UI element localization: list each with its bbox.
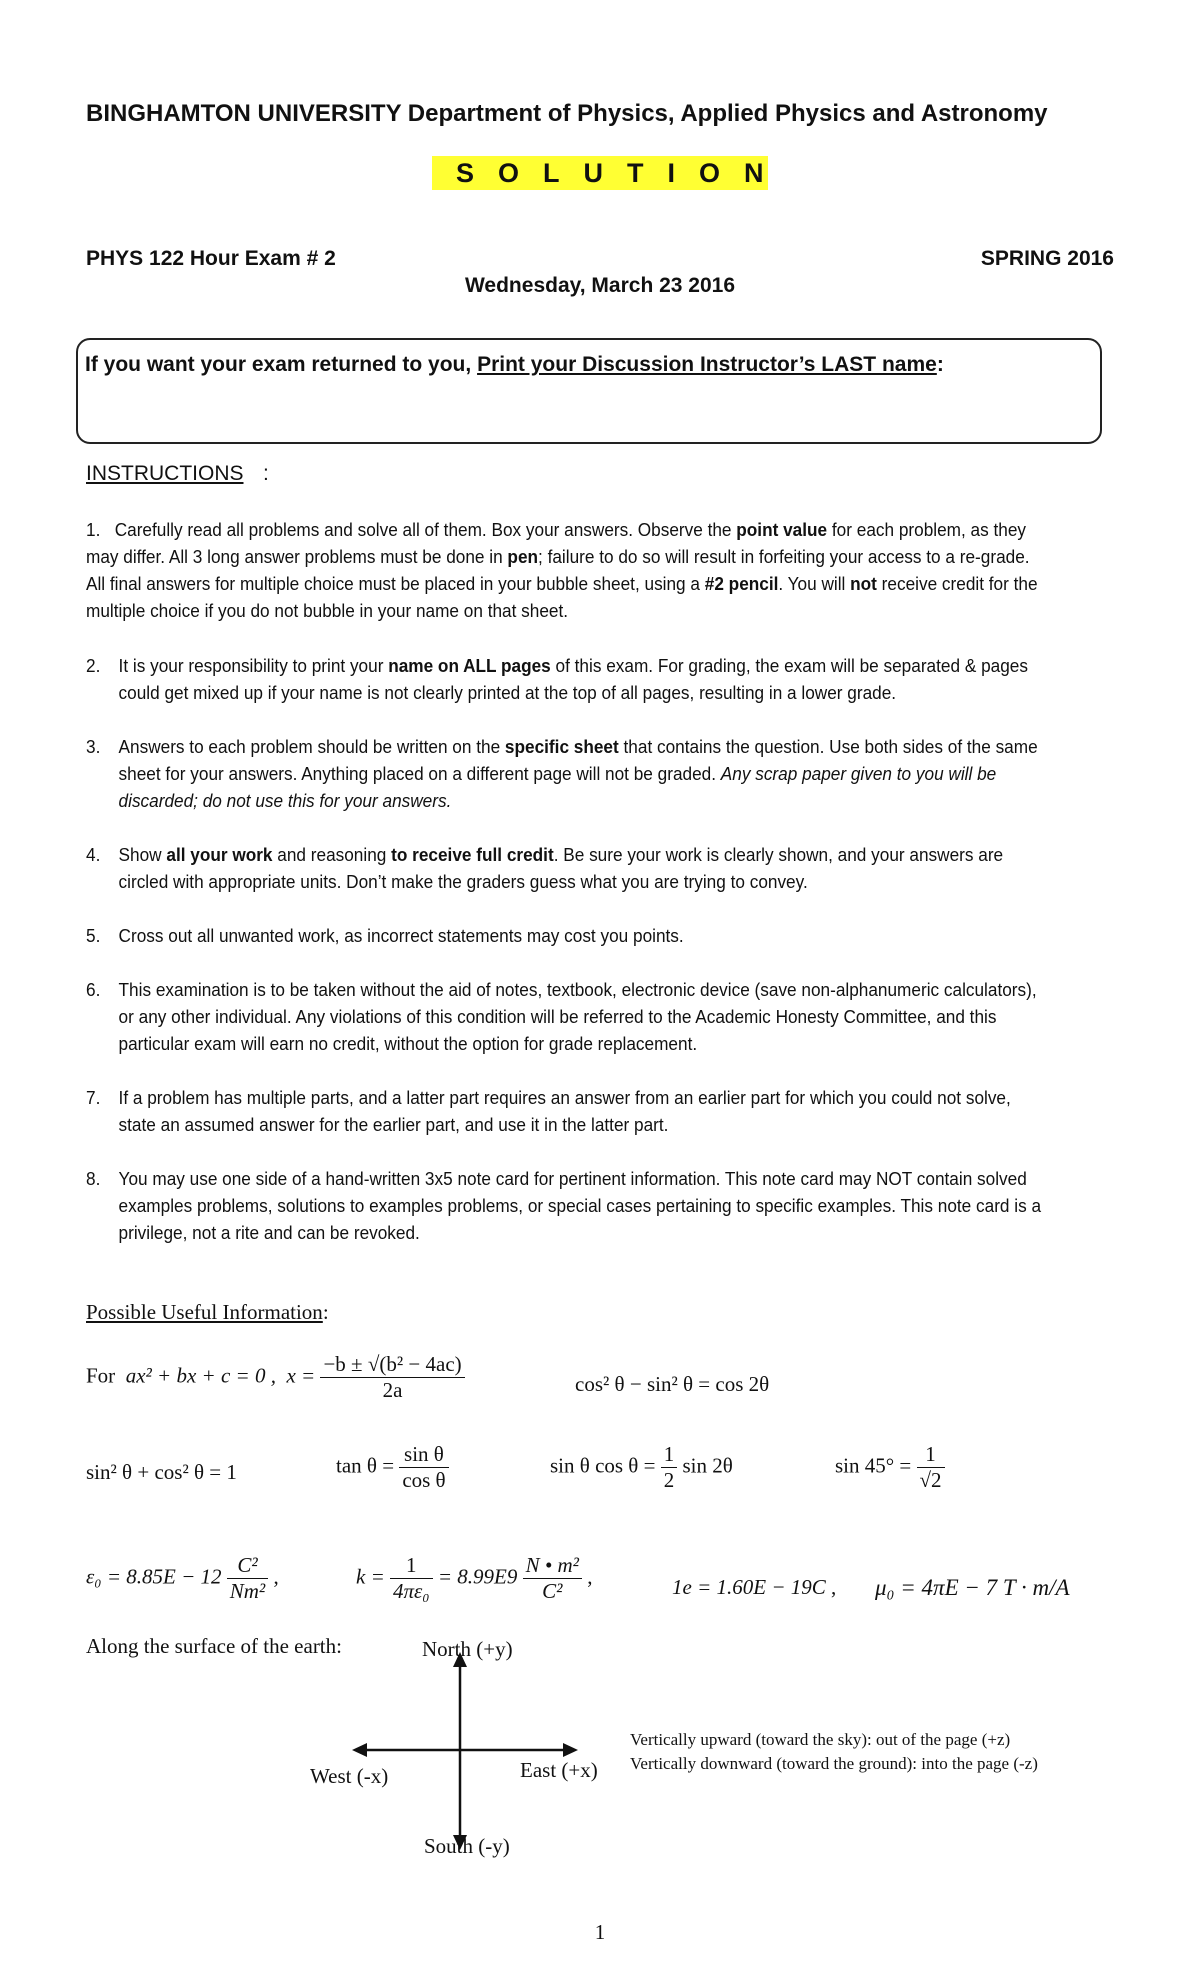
vertical-down-note: Vertically downward (toward the ground): into the page (-z)	[630, 1754, 1038, 1773]
instruction-italic: Any scrap paper given to you will be discarded; do not use this for your answers.	[118, 763, 997, 811]
k-value: = 8.99E9	[437, 1564, 518, 1589]
instruction-number: 5.	[86, 925, 101, 946]
instructions-heading-colon: :	[263, 462, 269, 485]
quadratic-denominator: 2a	[382, 1378, 403, 1402]
east-arrowhead	[563, 1743, 578, 1757]
instruction-number: 2.	[86, 655, 101, 676]
instruction-number: 7.	[86, 1087, 101, 1108]
quadratic-equation: ax² + bx + c = 0 ,	[125, 1363, 276, 1388]
k-unit-num: N • m²	[523, 1553, 582, 1579]
instruction-bold: name on ALL pages	[388, 655, 551, 676]
instruction-text: Show	[118, 844, 167, 865]
west-arrowhead	[352, 1743, 367, 1757]
exam-date: Wednesday, March 23 2016	[464, 274, 736, 297]
tan-fraction	[399, 1442, 448, 1493]
epsilon-zero-unit-num: C²	[227, 1553, 268, 1579]
sin-cos-identity	[550, 1442, 733, 1493]
term-label: SPRING 2016	[980, 247, 1114, 270]
instruction-text: Carefully read all problems and solve all of them. Box your answers. Observe the	[114, 519, 737, 540]
comma: ,	[587, 1564, 593, 1589]
name-prompt-prefix: If you want your exam returned to you,	[85, 353, 478, 376]
instruction-item	[86, 516, 1044, 624]
instruction-number: 8.	[86, 1168, 101, 1189]
instruction-text: It is your responsibility to print your	[118, 655, 389, 676]
sincos-rhs: sin 2θ	[682, 1453, 733, 1478]
sin45-denominator: √2	[919, 1468, 942, 1492]
quadratic-formula	[86, 1352, 465, 1403]
sincos-denominator: 2	[663, 1468, 675, 1492]
useful-info-heading-text: Possible Useful Information	[86, 1300, 323, 1324]
instruction-bold: all your work	[166, 844, 273, 865]
university-header: BINGHAMTON UNIVERSITY Department of Physics, Applied Physics and Astronomy	[86, 100, 1048, 127]
instruction-item	[86, 1165, 1044, 1246]
useful-info-heading-colon: :	[322, 1300, 329, 1324]
instruction-text: This examination is to be taken without the aid of notes, textbook, electronic device (save non-alphanumeric calculators), or any other individual. Any violations of this condition will be referred to the Academic Honesty Committee, and this particular exam will earn no credit, without the option for grade replacement.	[118, 979, 1037, 1054]
instruction-text: Answers to each problem should be written on the	[118, 736, 505, 757]
useful-info-heading	[86, 1300, 329, 1325]
page-number: 1	[594, 1920, 606, 1944]
instruction-text: . Be sure your work is clearly shown, and your answers are circled with appropriate units. Don’t make the graders guess what you are trying to convey.	[118, 844, 1004, 892]
mu-zero-constant	[875, 1575, 1070, 1601]
instruction-bold: #2 pencil	[704, 573, 779, 594]
electron-charge	[672, 1575, 836, 1600]
k-unit	[523, 1553, 582, 1604]
instruction-number: 4.	[86, 844, 101, 865]
k-numerator: 1	[390, 1553, 433, 1579]
k-fraction	[390, 1553, 433, 1604]
k-lhs: k =	[356, 1564, 385, 1589]
south-label: South (-y)	[424, 1834, 510, 1858]
instruction-item	[86, 922, 1044, 949]
instruction-text: that contains the question. Use both sides of the same sheet for your answers. Anything placed on a different page will not be graded.	[118, 736, 1038, 784]
east-label: East (+x)	[520, 1758, 598, 1782]
comma: ,	[273, 1564, 279, 1589]
instruction-text: of this exam. For grading, the exam will be separated & pages could get mixed up if your name is not clearly printed at the top of all pages, resulting in a lower grade.	[118, 655, 1028, 703]
instruction-bold: to receive full credit	[391, 844, 554, 865]
k-denominator: 4πε₀	[393, 1579, 430, 1603]
instruction-text: . You will	[778, 573, 851, 594]
instruction-text: receive credit for the multiple choice if you do not bubble in your name on that sheet.	[86, 573, 1038, 621]
for-label: For	[86, 1363, 116, 1388]
name-prompt-suffix: :	[936, 353, 944, 376]
cos-double-angle: cos² θ − sin² θ = cos 2θ	[575, 1372, 770, 1396]
earth-surface-label: Along the surface of the earth:	[86, 1634, 342, 1658]
instruction-item	[86, 652, 1044, 706]
epsilon-zero-value: ε₀ = 8.85E − 12	[86, 1564, 222, 1589]
epsilon-zero-unit	[227, 1553, 268, 1604]
epsilon-zero-unit-den: Nm²	[229, 1579, 266, 1603]
tan-denominator: cos θ	[402, 1468, 446, 1492]
electron-charge-value: 1e = 1.60E − 19C	[672, 1575, 826, 1599]
instruction-bold: point value	[736, 519, 828, 540]
instructions-heading: INSTRUCTIONS	[86, 462, 244, 485]
pythagorean-identity: sin² θ + cos² θ = 1	[86, 1460, 237, 1484]
tan-identity	[336, 1442, 449, 1493]
instruction-text: for each problem, as they may differ. All 3 long answer problems must be done in	[86, 519, 1027, 567]
name-prompt-underlined: Print your Discussion Instructor’s LAST name	[477, 353, 937, 376]
north-label: North (+y)	[422, 1637, 513, 1661]
mu-zero-value: μ₀ = 4πE − 7 T · m/A	[875, 1575, 1070, 1600]
tan-numerator: sin θ	[399, 1442, 448, 1468]
instruction-bold: specific sheet	[504, 736, 619, 757]
quadratic-x: x =	[286, 1363, 316, 1388]
sincos-numerator: 1	[661, 1442, 678, 1468]
solution-banner: SOLUTION	[432, 156, 768, 190]
sin45-identity	[835, 1442, 945, 1493]
instruction-text: If a problem has multiple parts, and a latter part requires an answer from an earlier part for which you could not solve, state an assumed answer for the earlier part, and use it in the latter part.	[118, 1087, 1011, 1135]
instruction-bold: pen	[507, 546, 539, 567]
sincos-fraction	[661, 1442, 678, 1493]
instruction-item	[86, 1084, 1044, 1138]
instruction-text: ; failure to do so will result in forfeiting your access to a re-grade. All final answers for multiple choice must be placed in your bubble sheet, using a	[86, 546, 1030, 594]
instruction-number: 3.	[86, 736, 101, 757]
compass-diagram	[340, 1650, 640, 1850]
coulomb-constant	[356, 1553, 592, 1604]
sin45-numerator: 1	[917, 1442, 945, 1468]
sin45-lhs: sin 45° =	[835, 1453, 912, 1478]
vertical-up-note: Vertically upward (toward the sky): out of the page (+z)	[630, 1730, 1011, 1749]
quadratic-fraction	[320, 1352, 464, 1403]
instruction-text: Cross out all unwanted work, as incorrect statements may cost you points.	[118, 925, 684, 946]
comma: ,	[831, 1575, 837, 1599]
instruction-number: 1.	[86, 519, 101, 540]
quadratic-numerator: −b ± √(b² − 4ac)	[320, 1352, 464, 1378]
epsilon-zero-constant	[86, 1553, 279, 1604]
instruction-text: and reasoning	[272, 844, 392, 865]
west-label: West (-x)	[310, 1764, 389, 1788]
instruction-number: 6.	[86, 979, 101, 1000]
instruction-bold: not	[850, 573, 877, 594]
instruction-item	[86, 733, 1044, 814]
instruction-item	[86, 976, 1044, 1057]
k-unit-den: C²	[542, 1579, 563, 1603]
instruction-text: You may use one side of a hand-written 3x5 note card for pertinent information. This note card may NOT contain solved examples problems, solutions to examples problems, or special cases pertaining to specific examples. This note card is a privilege, not a rite and can be revoked.	[118, 1168, 1042, 1243]
instruction-item	[86, 841, 1044, 895]
instructor-name-prompt	[85, 353, 944, 377]
sincos-lhs: sin θ cos θ =	[550, 1453, 656, 1478]
sin45-fraction	[917, 1442, 945, 1493]
tan-lhs: tan θ =	[336, 1453, 395, 1478]
course-title: PHYS 122 Hour Exam # 2	[86, 247, 336, 270]
